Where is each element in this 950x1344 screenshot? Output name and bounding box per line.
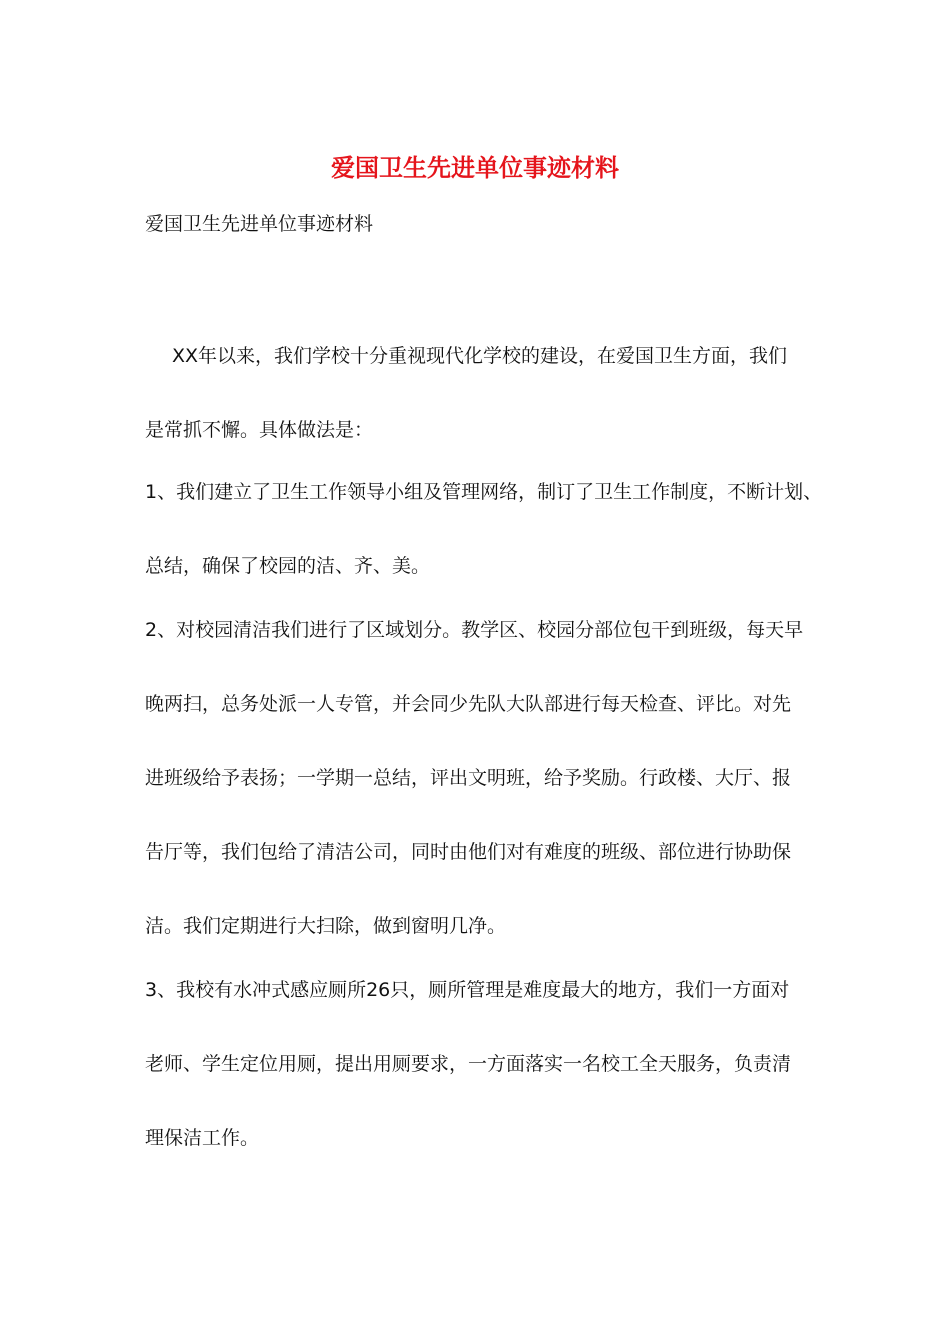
paragraph-line: 总结，确保了校园的洁、齐、美。: [145, 555, 431, 577]
paragraph-line: 告厅等，我们包给了清洁公司，同时由他们对有难度的班级、部位进行协助保: [145, 841, 792, 863]
paragraph-line: 3、我校有水冲式感应厕所26只，厕所管理是难度最大的地方，我们一方面对: [145, 979, 790, 1001]
paragraph-line: 2、对校园清洁我们进行了区域划分。教学区、校园分部位包干到班级，每天早: [145, 619, 804, 641]
paragraph-line: 老师、学生定位用厕，提出用厕要求，一方面落实一名校工全天服务，负责清: [145, 1053, 792, 1075]
paragraph-line: XX年以来，我们学校十分重视现代化学校的建设，在爱国卫生方面，我们: [172, 345, 788, 367]
paragraph-line: 洁。我们定期进行大扫除，做到窗明几净。: [145, 915, 507, 937]
paragraph-line: 进班级给予表扬；一学期一总结，评出文明班，给予奖励。行政楼、大厅、报: [145, 767, 792, 789]
paragraph-line: 晚两扫，总务处派一人专管，并会同少先队大队部进行每天检查、评比。对先: [145, 693, 792, 715]
paragraph-line: 是常抓不懈。具体做法是：: [145, 419, 374, 441]
paragraph-line: 理保洁工作。: [145, 1127, 260, 1149]
document-subtitle: 爱国卫生先进单位事迹材料: [145, 213, 374, 235]
document-title: 爱国卫生先进单位事迹材料: [331, 154, 619, 182]
paragraph-line: 1、我们建立了卫生工作领导小组及管理网络，制订了卫生工作制度，不断计划、: [145, 481, 823, 503]
